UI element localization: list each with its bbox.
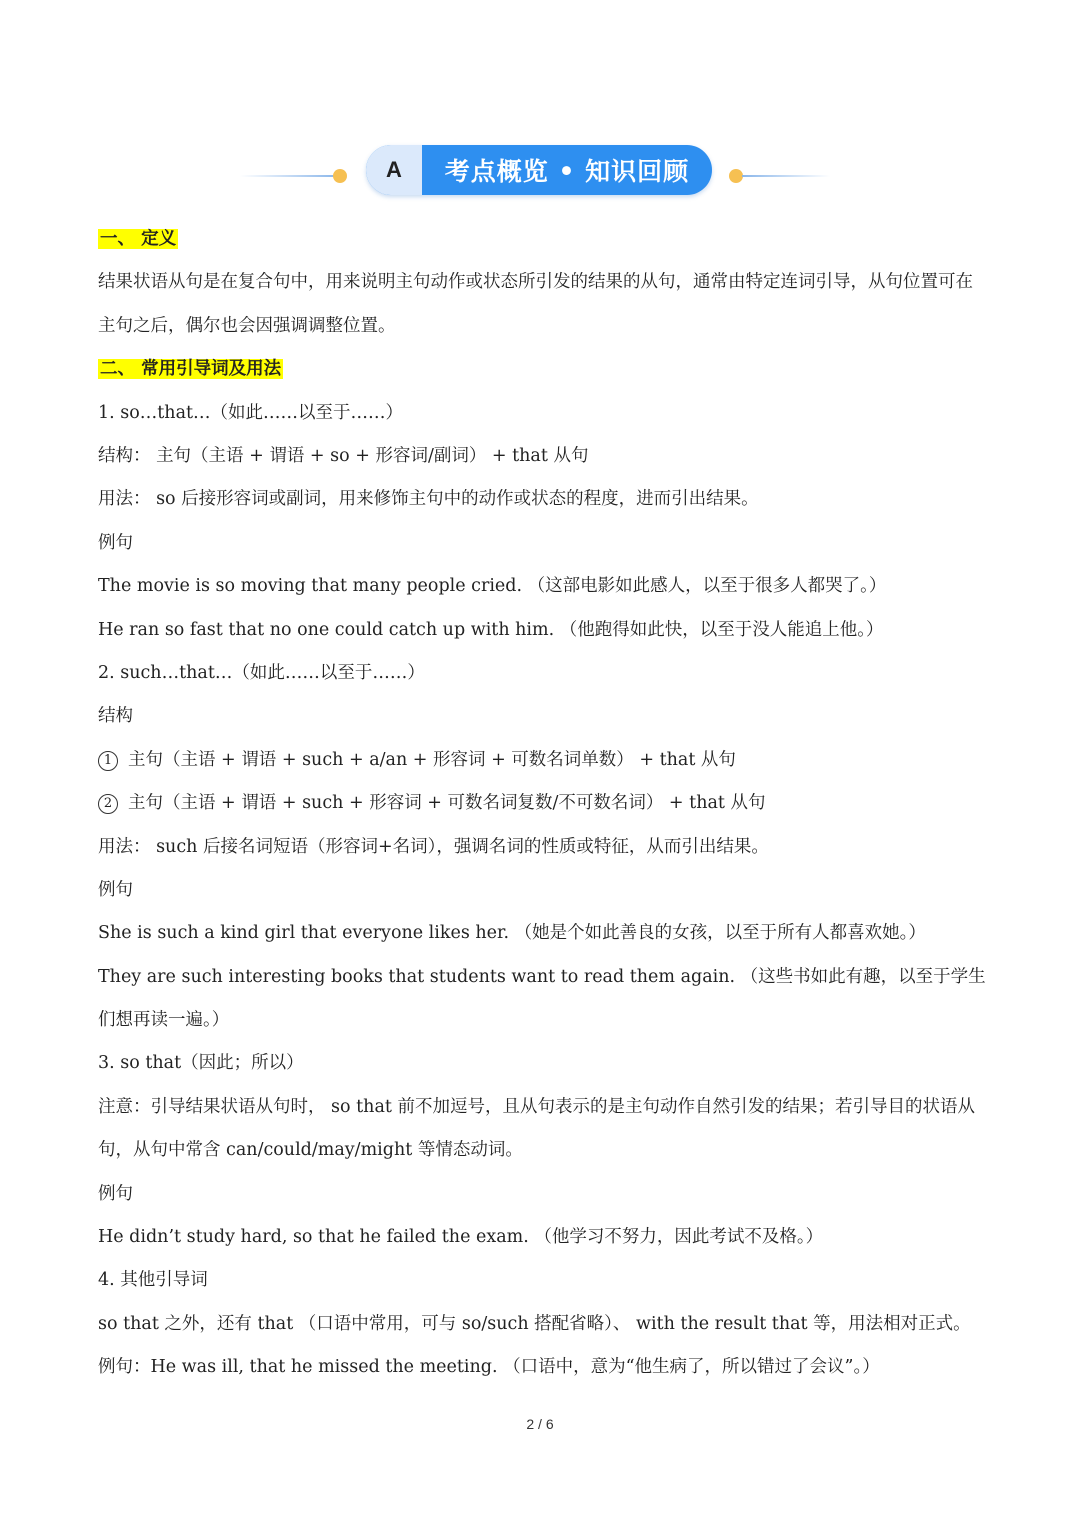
item1-example-label: 例句 (98, 532, 133, 553)
item2-structure-1 (98, 739, 988, 782)
item4-example: 例句：He was ill, that he missed the meeting. （口语中，意为“他生病了，所以错过了会议”。） (98, 1357, 880, 1378)
item1-usage: 用法： so 后接形容词或副词，用来修饰主句中的动作或状态的程度，进而引出结果。 (98, 489, 759, 510)
item2-structure-1-text: 主句（主语 + 谓语 + such + a/an + 形容词 + 可数名词单数） + that 从句 (128, 749, 736, 770)
section-banner (240, 145, 840, 197)
item3-title: 3. so that（因此；所以） (98, 1053, 304, 1074)
document-body (98, 218, 988, 1390)
item2-structure-label: 结构 (98, 706, 133, 727)
item1-structure: 结构： 主句（主语 + 谓语 + so + 形容词/副词） + that 从句 (98, 445, 589, 466)
item2-example-1: She is such a kind girl that everyone likes her. （她是个如此善良的女孩，以至于所有人都喜欢她。） (98, 923, 926, 944)
item2-structure-2 (98, 782, 988, 825)
section1-heading-line (98, 218, 988, 261)
circled-number-icon: 2 (98, 794, 118, 814)
item2-structure-2-text: 主句（主语 + 谓语 + such + 形容词 + 可数名词复数/不可数名词） + that 从句 (128, 793, 766, 814)
item1-example-2: He ran so fast that no one could catch up with him. （他跑得如此快，以至于没人能追上他。） (98, 619, 884, 640)
banner-left-dot (333, 169, 347, 183)
page-number: 2 / 6 (526, 1416, 554, 1432)
item1-title: 1. so…that…（如此……以至于……） (98, 402, 404, 423)
item2-title: 2. such…that…（如此……以至于……） (98, 662, 425, 683)
banner-letter: A (366, 145, 422, 195)
section1-body: 结果状语从句是在复合句中，用来说明主句动作或状态所引发的结果的从句，通常由特定连词引导，从句位置可在主句之后，偶尔也会因强调调整位置。 (98, 272, 973, 336)
banner-right-line (742, 175, 830, 177)
section2-heading-line (98, 348, 988, 391)
item1-example-1: The movie is so moving that many people cried. （这部电影如此感人，以至于很多人都哭了。） (98, 576, 887, 597)
section2-heading: 二、 常用引导词及用法 (100, 359, 282, 380)
item3-example: He didn’t study hard, so that he failed the exam. （他学习不努力，因此考试不及格。） (98, 1227, 824, 1248)
item2-example-2: They are such interesting books that students want to read them again. （这些书如此有趣，以至于学生们想再读一遍。） (98, 966, 986, 1031)
banner-title: 考点概览 • 知识回顾 (444, 157, 690, 186)
circled-number-icon: 1 (98, 751, 118, 771)
item4-body: so that 之外，还有 that （口语中常用，可与 so/such 搭配省略）、 with the result that 等，用法相对正式。 (98, 1313, 971, 1334)
item2-usage: 用法： such 后接名词短语（形容词+名词），强调名词的性质或特征，从而引出结果。 (98, 836, 769, 857)
item3-example-label: 例句 (98, 1183, 133, 1204)
item2-example-label: 例句 (98, 879, 133, 900)
item3-note: 注意：引导结果状语从句时， so that 前不加逗号，且从句表示的是主句动作自然引发的结果；若引导目的状语从句，从句中常含 can/could/may/might 等情态动词。 (98, 1096, 975, 1161)
section1-heading: 一、 定义 (100, 229, 177, 249)
item4-title: 4. 其他引导词 (98, 1270, 208, 1291)
banner-left-line (240, 175, 338, 177)
banner-right-dot (729, 169, 743, 183)
banner-pill (366, 145, 712, 195)
